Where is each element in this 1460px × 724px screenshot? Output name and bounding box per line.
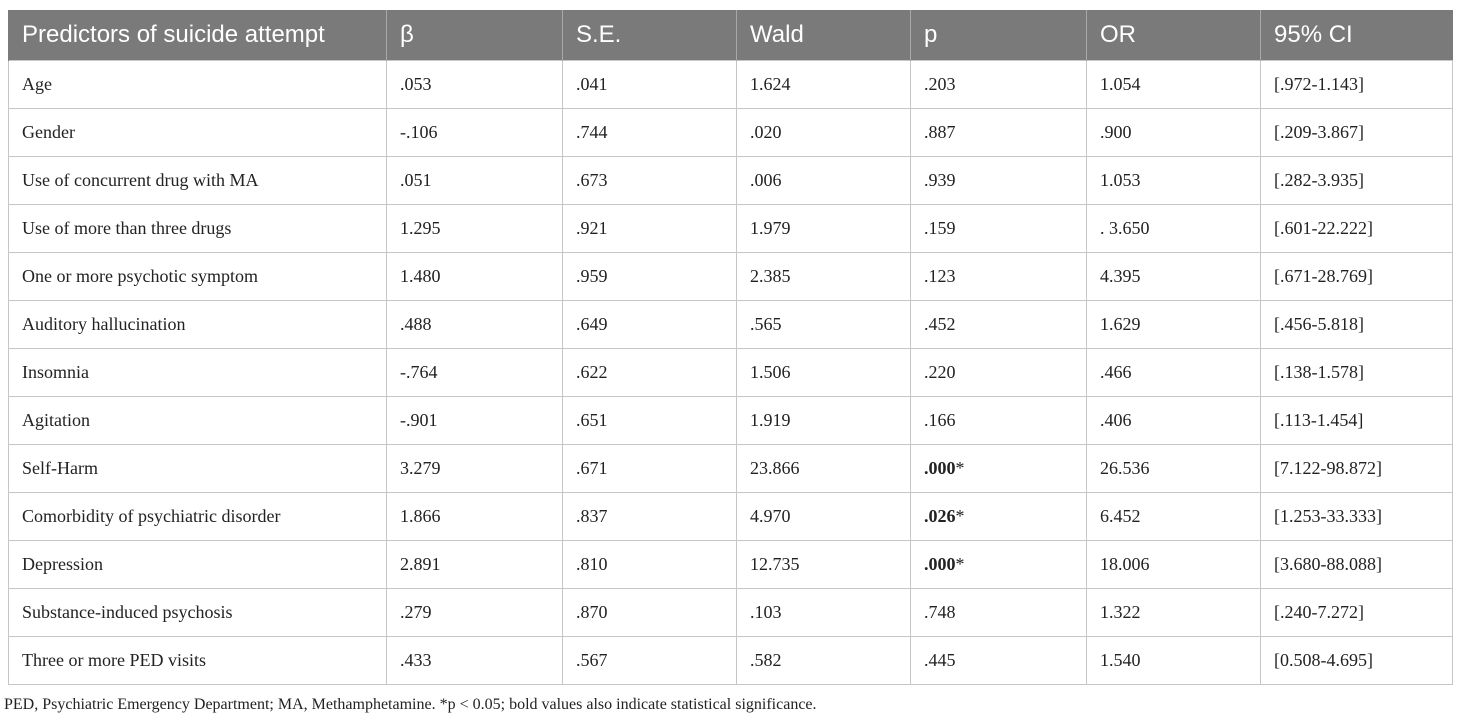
cell-or: 18.006 bbox=[1087, 541, 1261, 589]
cell-ci: [.209-3.867] bbox=[1261, 109, 1453, 157]
table-row bbox=[9, 205, 1453, 253]
table-row bbox=[9, 493, 1453, 541]
p-value: .748 bbox=[924, 602, 956, 622]
cell-beta: .488 bbox=[387, 301, 563, 349]
cell-wald: .020 bbox=[737, 109, 911, 157]
significance-mark: * bbox=[955, 554, 965, 574]
header-row bbox=[9, 10, 1453, 61]
cell-ci: [.282-3.935] bbox=[1261, 157, 1453, 205]
cell-beta: 3.279 bbox=[387, 445, 563, 493]
p-value: .159 bbox=[924, 218, 956, 238]
p-value: .000 bbox=[924, 554, 956, 574]
cell-beta: 2.891 bbox=[387, 541, 563, 589]
table-row bbox=[9, 157, 1453, 205]
cell-or: .900 bbox=[1087, 109, 1261, 157]
cell-or: .466 bbox=[1087, 349, 1261, 397]
cell-or: 6.452 bbox=[1087, 493, 1261, 541]
cell-wald: 1.506 bbox=[737, 349, 911, 397]
cell-ci: [3.680-88.088] bbox=[1261, 541, 1453, 589]
cell-beta: -.764 bbox=[387, 349, 563, 397]
p-value: .166 bbox=[924, 410, 956, 430]
cell-p bbox=[911, 397, 1087, 445]
cell-predictor: Substance-induced psychosis bbox=[9, 589, 387, 637]
cell-beta: .279 bbox=[387, 589, 563, 637]
cell-ci: [.456-5.818] bbox=[1261, 301, 1453, 349]
cell-se: .651 bbox=[563, 397, 737, 445]
cell-se: .671 bbox=[563, 445, 737, 493]
table-row bbox=[9, 61, 1453, 109]
results-table-container bbox=[8, 10, 1452, 685]
cell-p bbox=[911, 541, 1087, 589]
p-value: .220 bbox=[924, 362, 956, 382]
cell-beta: .053 bbox=[387, 61, 563, 109]
cell-p bbox=[911, 109, 1087, 157]
cell-wald: .582 bbox=[737, 637, 911, 685]
cell-predictor: Gender bbox=[9, 109, 387, 157]
cell-se: .959 bbox=[563, 253, 737, 301]
cell-predictor: Three or more PED visits bbox=[9, 637, 387, 685]
table-body bbox=[9, 61, 1453, 685]
cell-p bbox=[911, 301, 1087, 349]
cell-wald: 12.735 bbox=[737, 541, 911, 589]
cell-predictor: Agitation bbox=[9, 397, 387, 445]
cell-se: .567 bbox=[563, 637, 737, 685]
cell-wald: 1.979 bbox=[737, 205, 911, 253]
cell-wald: 2.385 bbox=[737, 253, 911, 301]
cell-ci: [.113-1.454] bbox=[1261, 397, 1453, 445]
cell-ci: [.671-28.769] bbox=[1261, 253, 1453, 301]
cell-predictor: Use of more than three drugs bbox=[9, 205, 387, 253]
cell-se: .744 bbox=[563, 109, 737, 157]
cell-wald: 23.866 bbox=[737, 445, 911, 493]
table-row bbox=[9, 253, 1453, 301]
cell-or: . 3.650 bbox=[1087, 205, 1261, 253]
cell-beta: -.106 bbox=[387, 109, 563, 157]
cell-ci: [.138-1.578] bbox=[1261, 349, 1453, 397]
cell-p bbox=[911, 253, 1087, 301]
cell-se: .649 bbox=[563, 301, 737, 349]
cell-se: .041 bbox=[563, 61, 737, 109]
header-p: p bbox=[911, 10, 1087, 61]
significance-mark: * bbox=[955, 506, 965, 526]
cell-predictor: Insomnia bbox=[9, 349, 387, 397]
table-row bbox=[9, 301, 1453, 349]
table-footnote: PED, Psychiatric Emergency Department; MA, Methamphetamine. *p < 0.05; bold values also indicate statistical significance. bbox=[4, 696, 817, 713]
cell-se: .921 bbox=[563, 205, 737, 253]
cell-beta: .433 bbox=[387, 637, 563, 685]
p-value: .026 bbox=[924, 506, 956, 526]
cell-p bbox=[911, 61, 1087, 109]
table-row bbox=[9, 541, 1453, 589]
cell-or: 26.536 bbox=[1087, 445, 1261, 493]
cell-ci: [1.253-33.333] bbox=[1261, 493, 1453, 541]
cell-wald: .006 bbox=[737, 157, 911, 205]
p-value: .445 bbox=[924, 650, 956, 670]
cell-ci: [.240-7.272] bbox=[1261, 589, 1453, 637]
cell-p bbox=[911, 589, 1087, 637]
cell-beta: -.901 bbox=[387, 397, 563, 445]
p-value: .452 bbox=[924, 314, 956, 334]
cell-se: .810 bbox=[563, 541, 737, 589]
significance-mark: * bbox=[955, 458, 965, 478]
cell-ci: [7.122-98.872] bbox=[1261, 445, 1453, 493]
table-row bbox=[9, 349, 1453, 397]
cell-beta: .051 bbox=[387, 157, 563, 205]
p-value: .203 bbox=[924, 74, 956, 94]
header-ci: 95% CI bbox=[1261, 10, 1453, 61]
cell-p bbox=[911, 493, 1087, 541]
table-row bbox=[9, 445, 1453, 493]
cell-se: .622 bbox=[563, 349, 737, 397]
table-row bbox=[9, 109, 1453, 157]
cell-beta: 1.295 bbox=[387, 205, 563, 253]
cell-predictor: Age bbox=[9, 61, 387, 109]
cell-beta: 1.480 bbox=[387, 253, 563, 301]
cell-predictor: Use of concurrent drug with MA bbox=[9, 157, 387, 205]
cell-ci: [.972-1.143] bbox=[1261, 61, 1453, 109]
cell-or: 1.540 bbox=[1087, 637, 1261, 685]
cell-p bbox=[911, 205, 1087, 253]
cell-p bbox=[911, 445, 1087, 493]
cell-predictor: Self-Harm bbox=[9, 445, 387, 493]
cell-or: 1.054 bbox=[1087, 61, 1261, 109]
cell-wald: 1.919 bbox=[737, 397, 911, 445]
cell-or: 4.395 bbox=[1087, 253, 1261, 301]
cell-predictor: Depression bbox=[9, 541, 387, 589]
p-value: .939 bbox=[924, 170, 956, 190]
cell-wald: .103 bbox=[737, 589, 911, 637]
cell-predictor: Comorbidity of psychiatric disorder bbox=[9, 493, 387, 541]
cell-predictor: One or more psychotic symptom bbox=[9, 253, 387, 301]
table-row bbox=[9, 397, 1453, 445]
cell-beta: 1.866 bbox=[387, 493, 563, 541]
cell-ci: [0.508-4.695] bbox=[1261, 637, 1453, 685]
table-row bbox=[9, 637, 1453, 685]
cell-wald: 4.970 bbox=[737, 493, 911, 541]
logistic-regression-table bbox=[8, 10, 1453, 685]
p-value: .887 bbox=[924, 122, 956, 142]
header-or: OR bbox=[1087, 10, 1261, 61]
p-value: .123 bbox=[924, 266, 956, 286]
cell-se: .673 bbox=[563, 157, 737, 205]
header-wald: Wald bbox=[737, 10, 911, 61]
p-value: .000 bbox=[924, 458, 956, 478]
header-beta: β bbox=[387, 10, 563, 61]
cell-wald: 1.624 bbox=[737, 61, 911, 109]
cell-ci: [.601-22.222] bbox=[1261, 205, 1453, 253]
header-se: S.E. bbox=[563, 10, 737, 61]
table-row bbox=[9, 589, 1453, 637]
cell-or: 1.629 bbox=[1087, 301, 1261, 349]
cell-p bbox=[911, 157, 1087, 205]
header-predictor: Predictors of suicide attempt bbox=[9, 10, 387, 61]
cell-or: 1.322 bbox=[1087, 589, 1261, 637]
cell-wald: .565 bbox=[737, 301, 911, 349]
cell-se: .837 bbox=[563, 493, 737, 541]
cell-predictor: Auditory hallucination bbox=[9, 301, 387, 349]
cell-p bbox=[911, 349, 1087, 397]
cell-se: .870 bbox=[563, 589, 737, 637]
table-header bbox=[9, 10, 1453, 61]
cell-p bbox=[911, 637, 1087, 685]
cell-or: 1.053 bbox=[1087, 157, 1261, 205]
cell-or: .406 bbox=[1087, 397, 1261, 445]
